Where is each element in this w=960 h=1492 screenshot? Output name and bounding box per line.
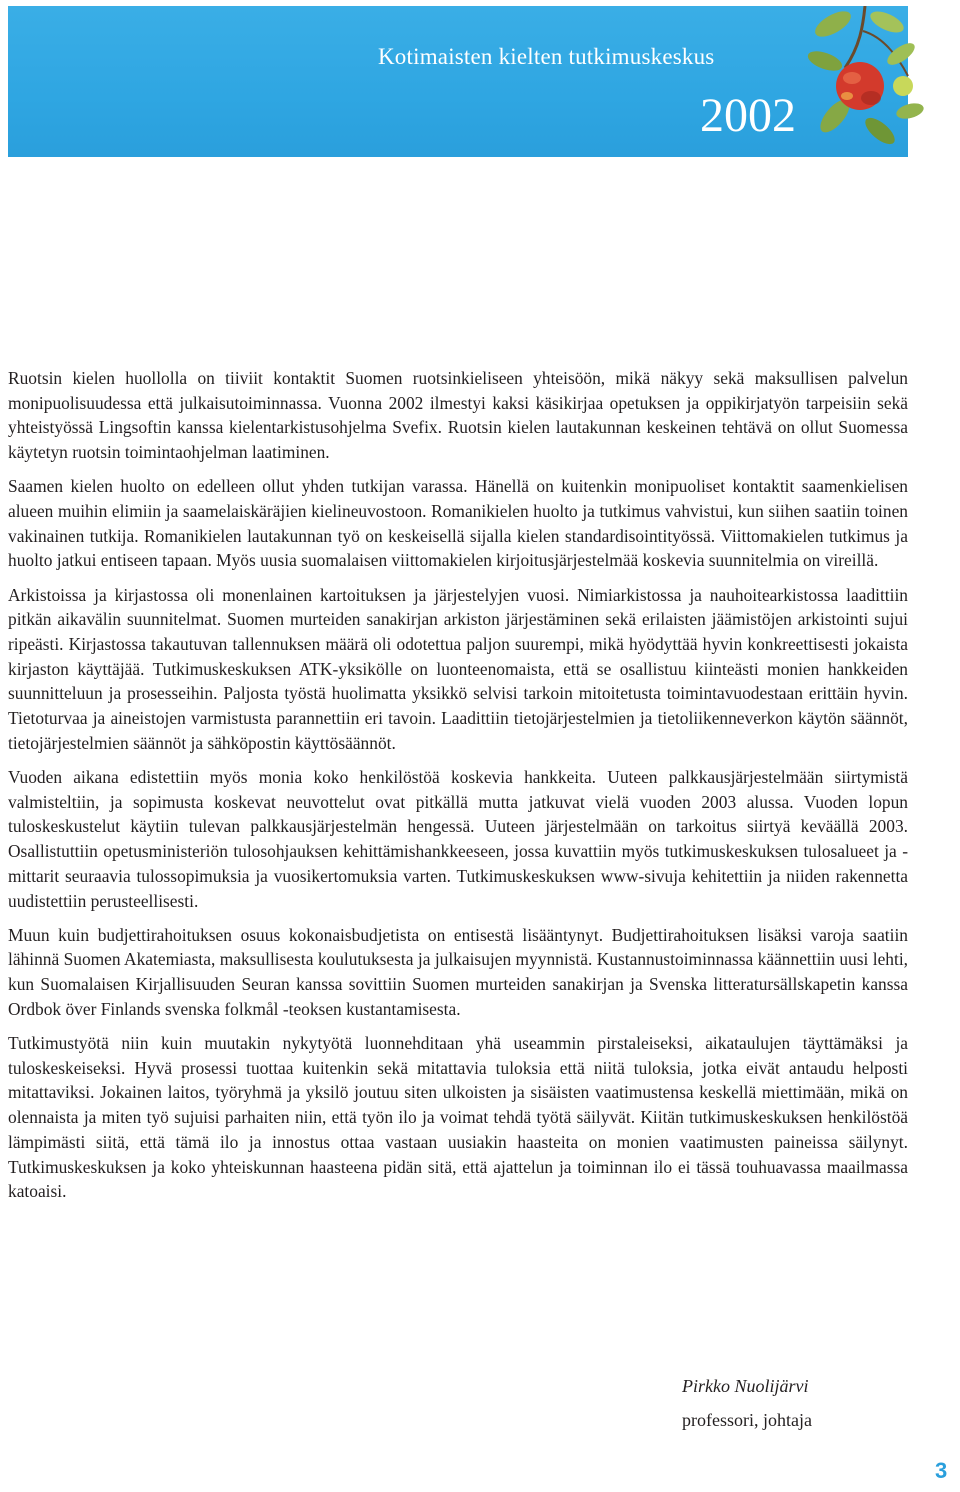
apple-branch-icon [805,6,925,157]
organization-name: Kotimaisten kielten tutkimuskeskus [378,44,715,69]
header-band [8,6,908,157]
paragraph-swedish-language: Ruotsin kielen huollolla on tiiviit kontaktit Suomen ruotsinkieliseen yhteisöön, mikä näkyy sekä maksullisen palvelun monipuolisuudessa että julkaisutoiminnassa. Vuonna 2002 ilmestyi kaksi käsikirjaa opetuksen ja oppikirjatyön tarpeisiin sekä yhteistyössä Lingsoftin kanssa kielentarkistusohjelma Svefix. Ruotsin kielen lautakunnan keskeinen tehtävä on ollut Suomessa käytetyn ruotsin toimintaohjelman laatiminen. [8,368,908,463]
signatory-title: professori, johtaja [682,1410,812,1430]
paragraph-research-work: Tutkimustyötä niin kuin muutakin nykytyötä luonnehditaan yhä useammin pirstaleiseksi, aikataulujen täyttämäksi ja tuloskeskeiseksi. Hyvä prosessi tuottaa kuitenkin sekä mitattavia tuloksia että niitä tuloksia, jotka eivät antaudu helposti mitattaviksi. Jokainen laitos, työryhmä ja yksilö joutuu siten ulkoisten ja sisäisten vaatimustensa keskellä miettimään, mikä on olennaista ja miten työ sujuisi parhaiten niin, että työn ilo ja voimat tehdä työtä säilyvät. Kiitän tutkimuskeskuksen henkilöstöä lämpimästi siitä, että tämä ilo ja innostus ottaa vastaan uusiakin haasteita on monien vaatimusten paineissa säilynyt. Tutkimuskeskuksen ja koko yhteiskunnan haasteena pidän sitä, että ajattelun ja toiminnan ilo ei tässä touhuavassa maailmassa katoaisi. [8,1033,908,1202]
signature-block [682,1374,812,1432]
page-number: 3 [935,1458,948,1483]
paragraph-funding: Muun kuin budjettirahoituksen osuus kokonaisbudjetista on entisestä lisääntynyt. Budjettirahoituksen lisäksi varoja saatiin lähinnä Suomen Akatemiasta, maksullisesta koulutuksesta ja julkaisujen myynnistä. Kustannustoiminnassa käännettiin uusi lehti, kun Suomalaisen Kirjallisuuden Seuran kanssa sovittiin Suomen murteiden sanakirjan ja Svenska litteratursällskapetin kanssa Ordbok över Finlands svenska folkmål -teoksen kustantamisesta. [8,924,908,1019]
paragraph-archives-library: Arkistoissa ja kirjastossa oli monenlainen kartoituksen ja järjestelyjen vuosi. Nimiarkistossa ja nauhoitearkistossa laadittiin pitkän aikavälin suunnitelmat. Suomen murteiden sanakirjan arkiston järjestäminen sekä erilaisten jäämistöjen arkistointi sujui ripeästi. Kirjastossa takautuvan tallennuksen määrä oli odotettua paljon suurempi, mikä hyödyttää hyvin konkreettisesti jokaista kirjaston käyttäjää. Tutkimuskeskuksen ATK-yksikölle on luonteenomaista, että se osallistuu kiinteästi monien hankkeiden suunnitteluun ja prosesseihin. Paljosta työstä huolimatta yksikkö selvisi tarkoin mitoitetusta toimintavuodestaan erittäin hyvin. Tietoturvaa ja aineistojen varmistusta parannettiin eri tavoin. Laadittiin tietojärjestelmien ja tietoliikenneverkon käytön säännöt, tietojärjestelmien säännöt ja sähköpostin käyttösäännöt. [8,584,908,753]
signatory-name: Pirkko Nuolijärvi [682,1376,809,1396]
report-year: 2002 [700,89,796,142]
paragraph-sami-romani-sign-language: Saamen kielen huolto on edelleen ollut yhden tutkijan varassa. Hänellä on kuitenkin monipuoliset kontaktit saamenkielisen alueen muihin elimiin ja saamelaiskäräjien kielineuvostoon. Romanikielen huolto ja tutkimus vahvistui, kun siihen saatiin toinen vakinainen tutkija. Romanikielen lautakunnan työ on keskeisellä sijalla kielen standardisointityössä. Viittomakielen tutkimus ja huolto jatkui entiseen tapaan. Myös uusia suomalaisen viittomakielen kirjoitusjärjestelmää koskevia suunnitelmia on vireillä. [8,476,908,571]
body-text [8,366,908,1214]
paragraph-staff-projects: Vuoden aikana edistettiin myös monia koko henkilöstöä koskevia hankkeita. Uuteen palkkausjärjestelmään siirtymistä valmisteltiin, ja sopimusta koskevat neuvottelut ovat pitkällä mutta jatkuvat vielä vuoden 2003 alussa. Vuoden lopun tuloskeskustelut käytiin tulevan palkkausjärjestelmän hengessä. Uuteen järjestelmään on tarkoitus siirtyä keväällä 2003. Osallistuttiin opetusministeriön tulosohjauksen kehittämishankkeeseen, jossa kuvattiin myös tutkimuskeskuksen tulosalueet ja -mittarit seuraavia tulossopimuksia ja vuosikertomuksia varten. Tutkimuskeskuksen www-sivuja kehitettiin ja niiden rakennetta uudistettiin perusteellisesti. [8,767,908,911]
